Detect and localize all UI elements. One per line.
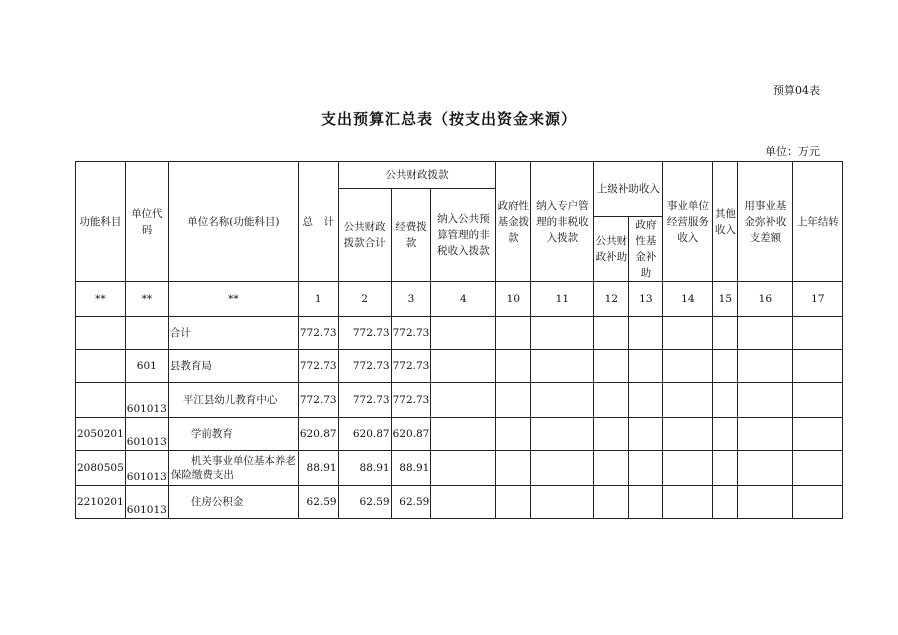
unit-name-cell: 学前教育 <box>168 418 298 451</box>
total-cell: 62.59 <box>298 486 338 519</box>
pf-funding-cell: 62.59 <box>391 486 431 519</box>
pf-total-cell: 772.73 <box>338 350 391 383</box>
func-code-cell: 2080505 <box>76 451 126 486</box>
total-cell: 772.73 <box>298 350 338 383</box>
index-cell: 10 <box>496 282 531 317</box>
pf-funding-cell: 620.87 <box>391 418 431 451</box>
total-cell: 772.73 <box>298 383 338 418</box>
total-cell: 620.87 <box>298 418 338 451</box>
index-cell: 4 <box>431 282 496 317</box>
header-gov-fund: 政府性基金拨款 <box>496 162 531 282</box>
func-code-cell: 2050201 <box>76 418 126 451</box>
total-cell: 772.73 <box>298 317 338 350</box>
header-unit-code: 单位代码 <box>125 162 168 282</box>
index-cell: 12 <box>594 282 629 317</box>
table-row <box>76 486 843 519</box>
index-cell: ** <box>168 282 298 317</box>
header-prev-carryover: 上年结转 <box>793 162 843 282</box>
index-cell: ** <box>125 282 168 317</box>
func-code-cell <box>76 350 126 383</box>
unit-label: 单位：万元 <box>765 145 820 158</box>
header-superior-subsidy: 上级补助收入 <box>594 162 663 217</box>
unit-name-cell: 机关事业单位基本养老保险缴费支出 <box>168 451 298 486</box>
func-code-cell <box>76 383 126 418</box>
pf-total-cell: 620.87 <box>338 418 391 451</box>
index-cell: 14 <box>663 282 713 317</box>
unit-name-cell: 县教育局 <box>168 350 298 383</box>
table-row <box>76 451 843 486</box>
header-sup-gov-fund: 政府性基金补助 <box>629 217 663 282</box>
form-number: 预算04表 <box>773 84 820 97</box>
index-cell: 15 <box>713 282 738 317</box>
index-cell: ** <box>76 282 126 317</box>
index-row <box>76 282 843 317</box>
pf-total-cell: 772.73 <box>338 317 391 350</box>
unit-code-cell: 601013 <box>125 451 168 486</box>
header-unit-name: 单位名称(功能科目) <box>168 162 298 282</box>
header-special-nontax: 纳入专户管理的非税收入拨款 <box>531 162 594 282</box>
index-cell: 1 <box>298 282 338 317</box>
header-func-code: 功能科目 <box>76 162 126 282</box>
unit-code-cell <box>125 317 168 350</box>
header-sup-public: 公共财政补助 <box>594 217 629 282</box>
header-pf-total: 公共财政拨款合计 <box>338 189 391 282</box>
unit-name-cell: 平江县幼儿教育中心 <box>168 383 298 418</box>
pf-total-cell: 88.91 <box>338 451 391 486</box>
pf-funding-cell: 772.73 <box>391 383 431 418</box>
unit-name-cell: 住房公积金 <box>168 486 298 519</box>
pf-total-cell: 62.59 <box>338 486 391 519</box>
unit-code-cell: 601013 <box>125 418 168 451</box>
index-cell: 17 <box>793 282 843 317</box>
table-row <box>76 383 843 418</box>
budget-table <box>75 161 843 519</box>
header-other-income: 其他收入 <box>713 162 738 282</box>
header-total: 总 计 <box>298 162 338 282</box>
header-pf-funding: 经费拨款 <box>391 189 431 282</box>
table-row <box>76 350 843 383</box>
header-inst-fund-gap: 用事业基金弥补收支差额 <box>738 162 793 282</box>
unit-code-cell: 601013 <box>125 383 168 418</box>
pf-funding-cell: 772.73 <box>391 350 431 383</box>
header-public-finance: 公共财政拨款 <box>338 162 496 189</box>
index-cell: 16 <box>738 282 793 317</box>
table-row <box>76 418 843 451</box>
unit-code-cell: 601 <box>125 350 168 383</box>
func-code-cell <box>76 317 126 350</box>
pf-funding-cell: 88.91 <box>391 451 431 486</box>
header-row-1 <box>76 162 843 189</box>
total-cell: 88.91 <box>298 451 338 486</box>
index-cell: 11 <box>531 282 594 317</box>
table-row <box>76 317 843 350</box>
header-inst-revenue: 事业单位经营服务收入 <box>663 162 713 282</box>
pf-total-cell: 772.73 <box>338 383 391 418</box>
index-cell: 13 <box>629 282 663 317</box>
unit-name-cell: 合计 <box>168 317 298 350</box>
header-pf-nontax: 纳入公共预算管理的非税收入拨款 <box>431 189 496 282</box>
page-title: 支出预算汇总表（按支出资金来源） <box>320 110 577 128</box>
index-cell: 3 <box>391 282 431 317</box>
func-code-cell: 2210201 <box>76 486 126 519</box>
pf-funding-cell: 772.73 <box>391 317 431 350</box>
index-cell: 2 <box>338 282 391 317</box>
unit-code-cell: 601013 <box>125 486 168 519</box>
